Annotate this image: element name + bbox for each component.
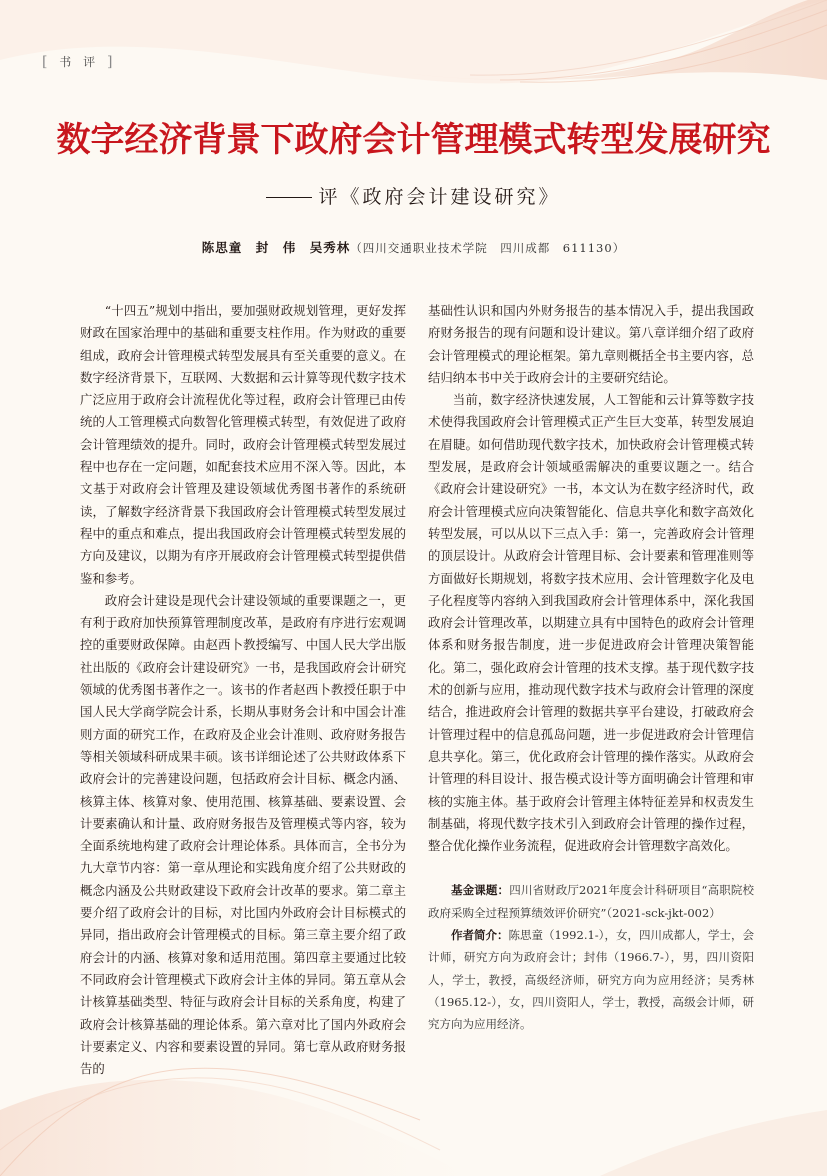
left-column bbox=[80, 300, 406, 1080]
body-paragraph: 政府会计建设是现代会计建设领域的重要课题之一，更有利于政府加快预算管理制度改革，是政府有序进行宏观调控的重要财政保障。由赵西卜教授编写、中国人民大学出版社出版的《政府会计建设研究》一书，是我国政府会计研究领域的优秀图书著作之一。该书的作者赵西卜教授任职于中国人民大学商学院会计系，长期从事财务会计和中国会计准则方面的研究工作，在政府及企业会计准则、政府财务报告等相关领域科研成果丰硕。该书详细论述了公共财政体系下政府会计的完善建设问题，包括政府会计目标、概念内涵、核算主体、核算对象、使用范围、核算基础、要素设置、会计要素确认和计量、政府财务报告及管理模式等内容，较为全面系统地构建了政府会计理论体系。具体而言，全书分为九大章节内容：第一章从理论和实践角度介绍了公共财政的概念内涵及公共财政建设下政府会计改革的要求。第二章主要介绍了政府会计的目标，对比国内外政府会计目标模式的异同，指出政府会计管理模式的目标。第三章主要介绍了政府会计的内涵、核算对象和适用范围。第四章主要通过比较不同政府会计管理模式下政府会计主体的异同。第五章从会计核算基础类型、特征与政府会计目标的关系角度，构建了政府会计核算基础的理论体系。第六章对比了国内外政府会计要素定义、内容和要素设置的异同。第七章从政府财务报告的 bbox=[80, 592, 406, 1077]
subtitle-text: 评《政府会计建设研究》 bbox=[318, 186, 561, 208]
author-names: 陈思童 封 伟 吴秀林 bbox=[201, 240, 351, 255]
article-subtitle bbox=[0, 182, 827, 209]
body-paragraph: “十四五”规划中指出，要加强财政规划管理，更好发挥财政在国家治理中的基础和重要支柱作用。作为财政的重要组成，政府会计管理模式转型发展具有至关重要的意义。在数字经济背景下，互联网、大数据和云计算等现代数字技术广泛应用于政府会计流程优化等过程，政府会计管理已由传统的人工管理模式向数智化管理模式转型，有效促进了政府会计管理绩效的提升。同时，政府会计管理模式转型发展过程中也存在一定问题，如配套技术应用不深入等。因此，本文基于对政府会计管理及建设领域优秀图书著作的系统研读，了解数字经济背景下我国政府会计管理模式转型发展过程中的重点和难点，提出我国政府会计管理模式转型发展的方向及建议，以期为有序开展政府会计管理模式转型提供借鉴和参考。 bbox=[80, 303, 406, 586]
funding-text: 四川省财政厅2021年度会计科研项目“高职院校政府采购全过程预算绩效评价研究”（2021-sck-jkt-002） bbox=[428, 883, 754, 920]
body-paragraph-continued: 基础性认识和国内外财务报告的基本情况入手，提出我国政府财务报告的现有问题和设计建议。第八章详细介绍了政府会计管理模式的理论框架。第九章则概括全书主要内容，总结归纳本书中关于政府会计的主要研究结论。 bbox=[428, 303, 754, 385]
article-title: 数字经济背景下政府会计管理模式转型发展研究 bbox=[56, 120, 771, 160]
bracket-open: [ bbox=[42, 54, 52, 70]
author-bio-text: 陈思童（1992.1-），女，四川成都人，学士，会计师，研究方向为政府会计；封伟（1966.7-），男，四川资阳人，学士，教授，高级经济师，研究方向为应用经济；吴秀林（1965.12-），女，四川资阳人，学士，教授，高级会计师，研究方向为应用经济。 bbox=[428, 928, 755, 1032]
funding-label: 基金课题： bbox=[451, 883, 510, 898]
author-bio-label: 作者简介： bbox=[451, 928, 509, 943]
body-paragraph: 当前，数字经济快速发展，人工智能和云计算等数字技术使得我国政府会计管理模式正产生巨大变革，转型发展迫在眉睫。如何借助现代数字技术，加快政府会计管理模式转型发展，是政府会计领域亟需解决的重要议题之一。结合《政府会计建设研究》一书，本文认为在数字经济时代，政府会计管理模式应向决策智能化、信息共享化和数字高效化转型发展，可以从以下三点入手：第一，完善政府会计管理的顶层设计。从政府会计管理目标、会计要素和管理准则等方面做好长期规划，将数字技术应用、会计管理数字化及电子化程度等内容纳入到我国政府会计管理体系中，深化我国政府会计管理改革，以期建立具有中国特色的政府会计管理体系和财务报告制度，进一步促进政府会计管理决策智能化。第二，强化政府会计管理的技术支撑。基于现代数字技术的创新与应用，推动现代数字技术与政府会计管理的深度结合，推进政府会计管理的数据共享平台建设，打破政府会计管理过程中的信息孤岛问题，进一步促进政府会计管理信息共享化。第三，优化政府会计管理的操作落实。从政府会计管理的科目设计、报告模式设计等方面明确会计管理和审核的实施主体。基于政府会计管理主体特征差异和权责发生制基础，将现代数字技术引入到政府会计管理的操作过程，整合优化操作业务流程，促进政府会计管理数字高效化。 bbox=[428, 392, 754, 854]
byline bbox=[0, 238, 827, 256]
section-tag-label: 书 评 bbox=[59, 55, 100, 69]
right-column bbox=[428, 300, 754, 1036]
funding-note bbox=[428, 879, 754, 924]
bracket-close: ] bbox=[106, 54, 117, 70]
author-affiliation: （四川交通职业技术学院 四川成都 611130） bbox=[350, 241, 626, 255]
section-tag bbox=[42, 53, 116, 70]
author-bio bbox=[428, 924, 754, 1035]
subtitle-dash bbox=[266, 197, 312, 198]
